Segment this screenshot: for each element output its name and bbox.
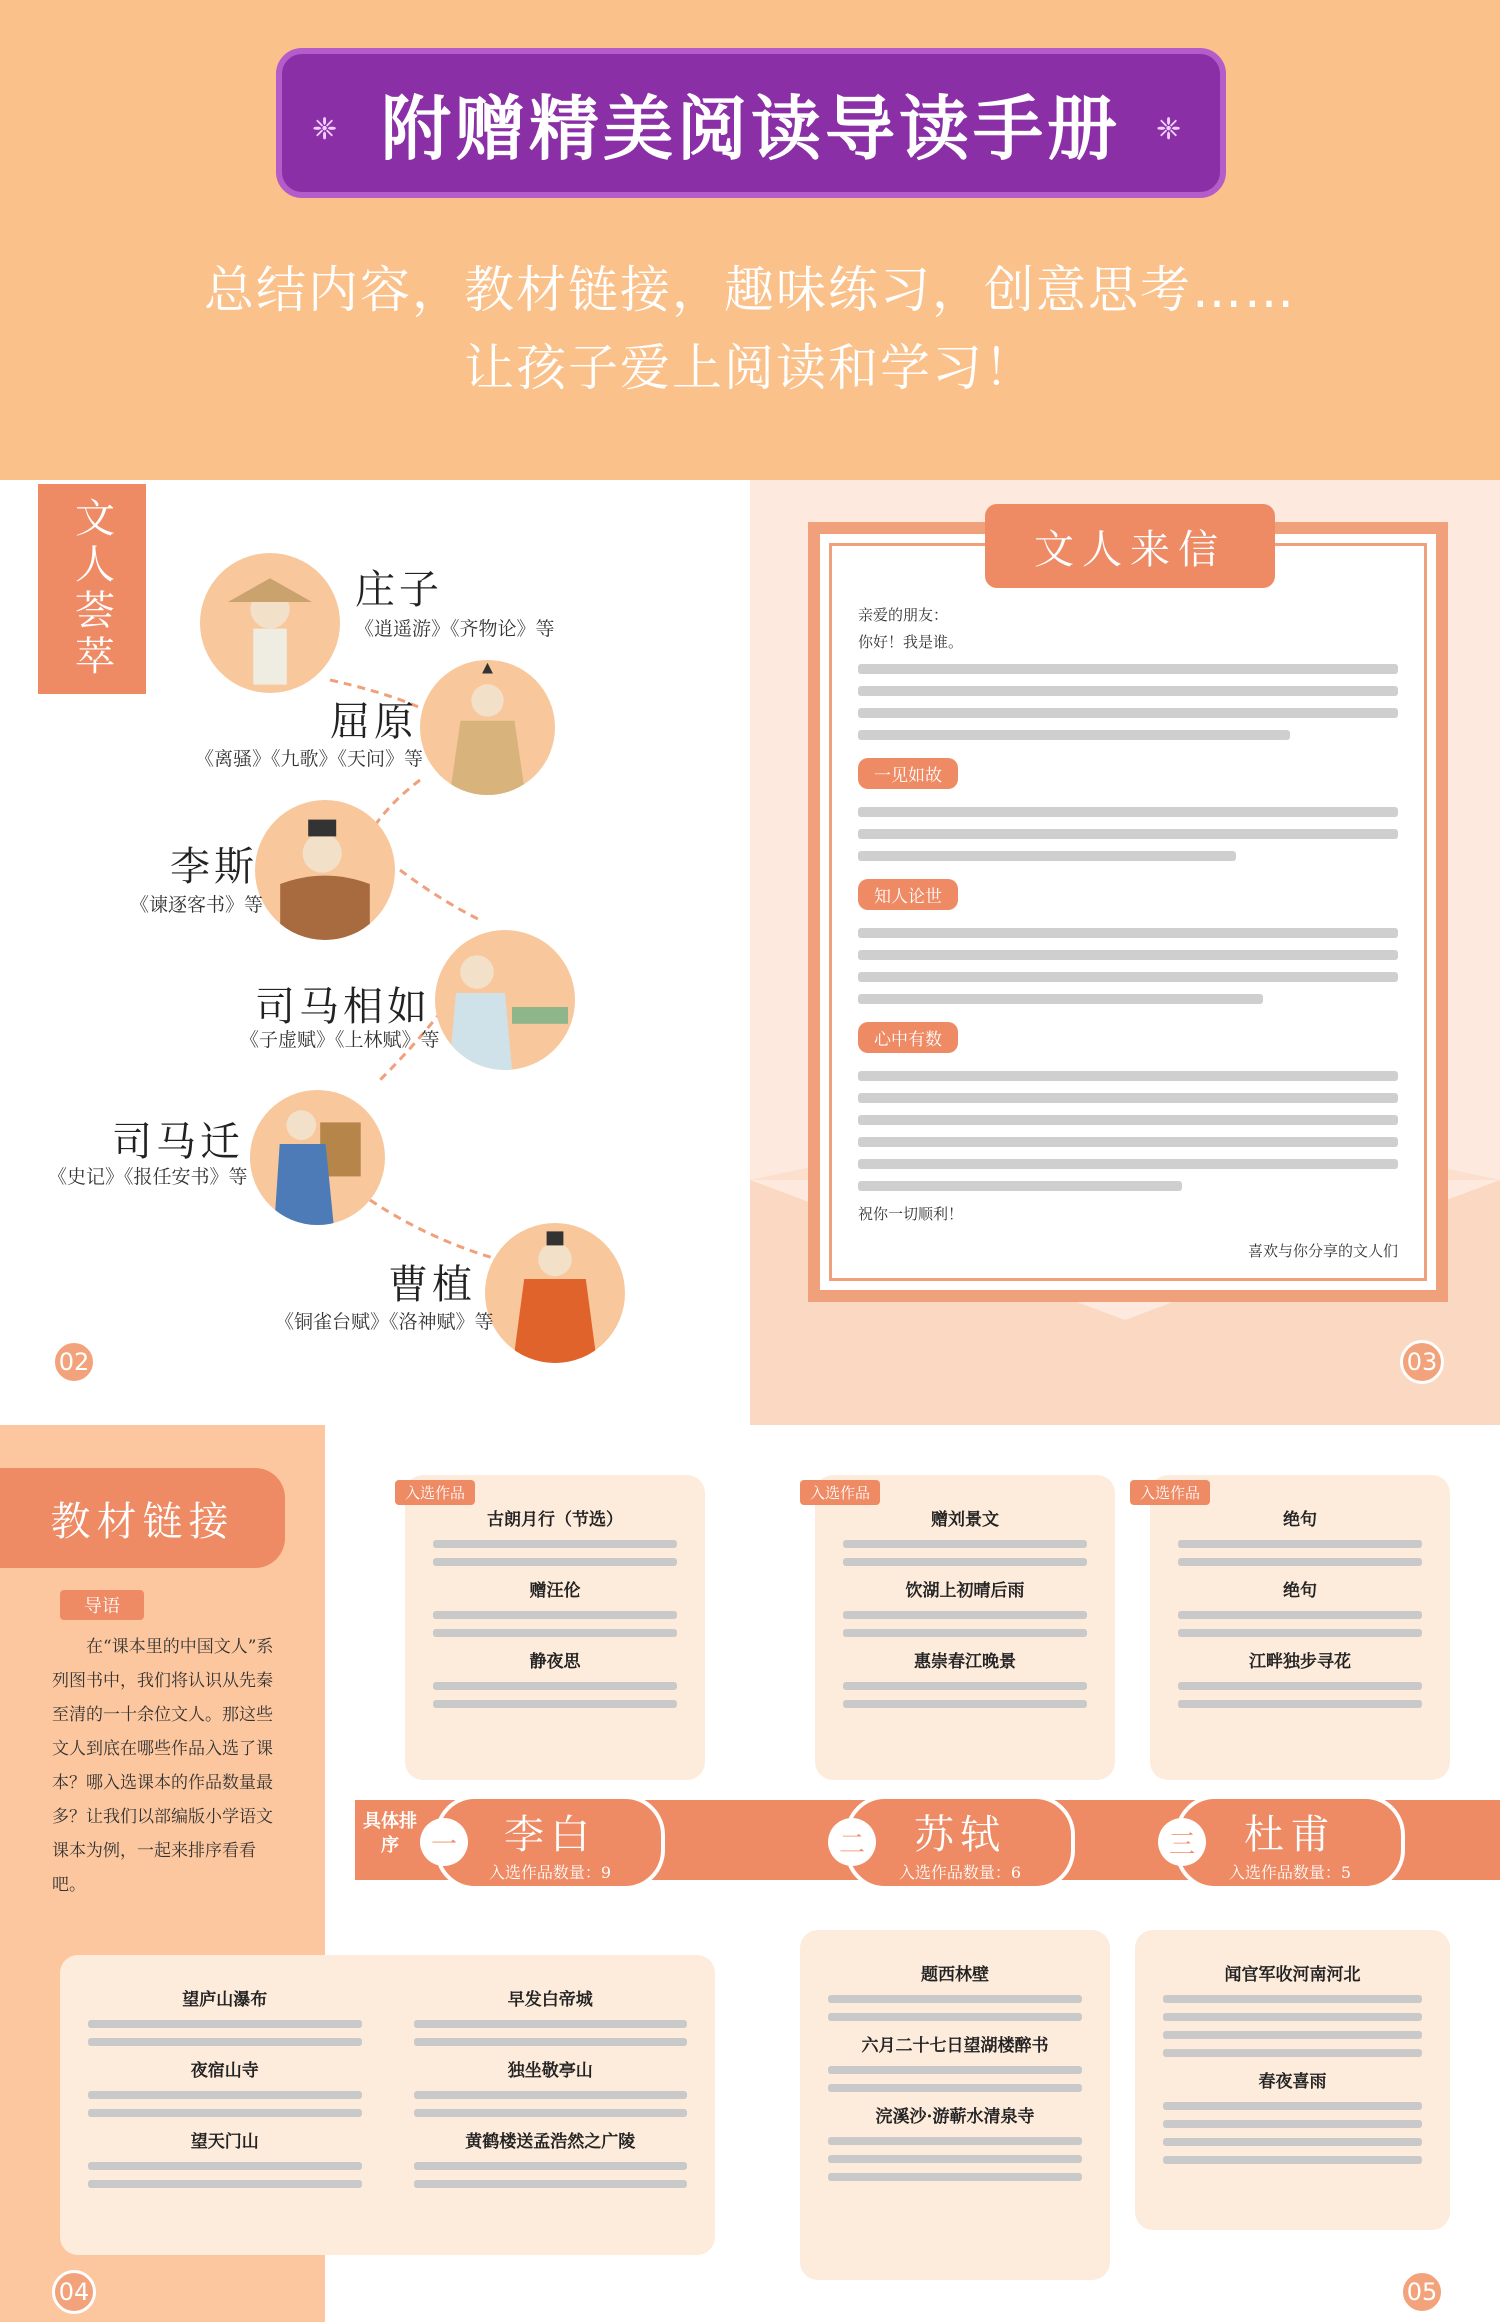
letter-closing: 祝你一切顺利！ <box>858 1205 964 1223</box>
page-number-05: 05 <box>1400 2270 1444 2314</box>
rank-1-name: 李白 <box>504 1812 596 1858</box>
rank-2-pill <box>845 1795 1075 1890</box>
sushi-works-top-card <box>815 1475 1115 1780</box>
work-title: 惠崇春江晚景 <box>914 1652 1016 1672</box>
simaqian-portrait <box>250 1090 385 1225</box>
letter-title: 文人来信 <box>985 504 1275 588</box>
rank-1-count: 入选作品数量：9 <box>488 1863 612 1882</box>
entry-tag: 入选作品 <box>395 1480 475 1505</box>
title-banner <box>276 48 1226 198</box>
rank-2-count: 入选作品数量：6 <box>898 1863 1022 1882</box>
libai-works-bottom-card <box>60 1955 715 2255</box>
person-works-simaxiangru: 《子虚赋》《上林赋》等 <box>240 1029 440 1051</box>
rank-2-number: 二 <box>828 1818 876 1866</box>
lisi-portrait <box>255 800 395 940</box>
intro-label: 导语 <box>60 1590 144 1620</box>
entry-tag: 入选作品 <box>1130 1480 1210 1505</box>
page-number-04: 04 <box>52 2270 96 2314</box>
dufu-works-bottom-card <box>1135 1930 1450 2230</box>
header-subtitle-2: 让孩子爱上阅读和学习！ <box>464 339 1036 397</box>
work-title: 独坐敬亭山 <box>507 2061 593 2081</box>
page-number-02: 02 <box>52 1340 96 1384</box>
rank-3-name: 杜甫 <box>1244 1812 1336 1858</box>
rank-1-number: 一 <box>420 1818 468 1866</box>
person-works-simaqian: 《史记》《报任安书》等 <box>48 1166 248 1188</box>
work-title: 春夜喜雨 <box>1258 2072 1327 2092</box>
entry-tag: 入选作品 <box>800 1480 880 1505</box>
rank-3-number: 三 <box>1158 1818 1206 1866</box>
work-title: 绝句 <box>1283 1510 1317 1530</box>
work-title: 浣溪沙·游蕲水清泉寺 <box>875 2107 1035 2127</box>
person-name-quyuan: 屈原 <box>330 699 418 745</box>
work-title: 江畔独步寻花 <box>1249 1652 1351 1672</box>
page-04-tag: 教材链接 <box>0 1468 285 1568</box>
work-title: 闻官军收河南河北 <box>1224 1965 1361 1985</box>
person-name-caozhi: 曹植 <box>388 1262 476 1308</box>
work-title: 早发白帝城 <box>507 1990 593 2010</box>
work-title: 六月二十七日望湖楼醉书 <box>861 2036 1049 2056</box>
right-ornament-icon: ❈ <box>1156 112 1182 147</box>
person-works-caozhi: 《铜雀台赋》《洛神赋》等 <box>275 1311 494 1333</box>
letter-section-1: 一见如故 <box>858 758 958 789</box>
page-number-03: 03 <box>1400 1340 1444 1384</box>
letter-greeting: 亲爱的朋友： <box>858 606 949 624</box>
work-title: 望庐山瀑布 <box>182 1990 268 2010</box>
intro-text: 在“课本里的中国文人”系列图书中，我们将认识从先秦至清的一十余位文人。那这些文人到底在哪些作品入选了课本？哪入选课本的作品数量最多？让我们以部编版小学语文课本为例，一起来排序看看吧。 <box>52 1637 274 1895</box>
work-title: 题西林壁 <box>921 1965 989 1985</box>
left-ornament-icon: ❈ <box>312 112 338 147</box>
person-works-quyuan: 《离骚》《九歌》《天问》等 <box>195 748 424 770</box>
person-works-lisi: 《谏逐客书》等 <box>130 894 264 916</box>
work-title: 古朗月行（节选） <box>487 1510 623 1530</box>
rank-3-pill <box>1175 1795 1405 1890</box>
rank-1-pill <box>435 1795 665 1890</box>
person-name-lisi: 李斯 <box>170 844 258 890</box>
work-title: 赠汪伦 <box>529 1581 581 1601</box>
work-title: 赠刘景文 <box>931 1510 999 1530</box>
work-title: 饮湖上初晴后雨 <box>905 1581 1025 1601</box>
work-title: 绝句 <box>1283 1581 1317 1601</box>
rank-label: 具体排序 <box>363 1811 417 1856</box>
zhuangzi-portrait <box>200 553 340 693</box>
page-02-tag: 文人荟萃 <box>38 484 146 694</box>
caozhi-portrait <box>485 1223 625 1363</box>
work-title: 黄鹤楼送孟浩然之广陵 <box>465 2132 636 2152</box>
header-title: 附赠精美阅读导读手册 <box>381 87 1121 170</box>
person-works-zhuangzi: 《逍遥游》《齐物论》等 <box>355 618 555 640</box>
libai-works-top-card <box>405 1475 705 1780</box>
dufu-works-top-card <box>1150 1475 1450 1780</box>
person-name-simaxiangru: 司马相如 <box>255 984 431 1030</box>
letter-section-2: 知人论世 <box>858 879 958 910</box>
work-title: 夜宿山寺 <box>190 2061 259 2081</box>
quyuan-portrait <box>420 660 555 795</box>
letter-section-3: 心中有数 <box>858 1022 958 1053</box>
person-name-simaqian: 司马迁 <box>112 1119 244 1165</box>
rank-3-count: 入选作品数量：5 <box>1228 1863 1352 1882</box>
person-name-zhuangzi: 庄子 <box>355 567 443 613</box>
simaxiangru-portrait <box>435 930 575 1070</box>
work-title: 静夜思 <box>529 1652 581 1672</box>
letter-paper <box>808 522 1448 1302</box>
letter-signature: 喜欢与你分享的文人们 <box>1247 1242 1398 1260</box>
work-title: 望天门山 <box>190 2132 259 2152</box>
header-subtitle-1: 总结内容，教材链接，趣味练习，创意思考…… <box>204 261 1296 319</box>
letter-hello: 你好！我是谁。 <box>858 633 964 651</box>
rank-2-name: 苏轼 <box>914 1812 1006 1858</box>
header-banner-area <box>0 0 1500 480</box>
sushi-works-bottom-card <box>800 1930 1110 2280</box>
